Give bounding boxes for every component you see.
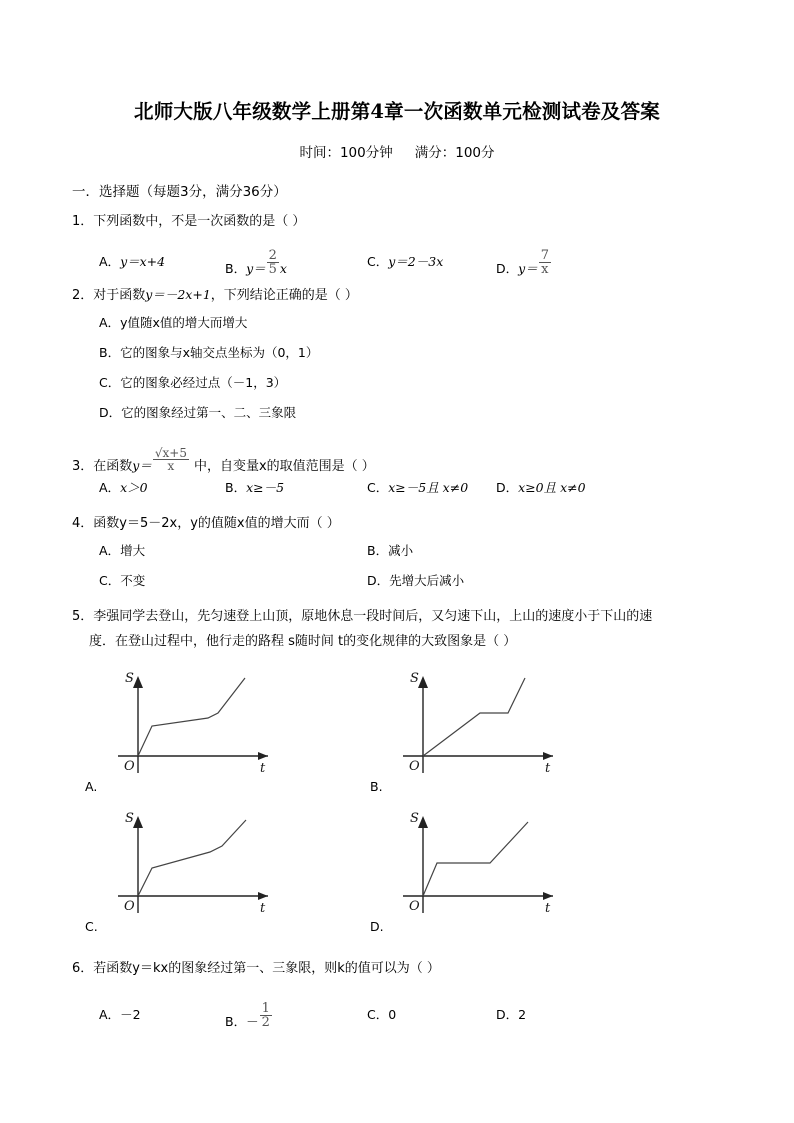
- question-6-option-c[interactable]: C．0: [367, 1007, 397, 1022]
- question-5-graph-d-label: D.: [370, 919, 384, 934]
- graph-b-origin-label: O: [409, 759, 420, 774]
- graph-a-y-axis-label: S: [125, 671, 134, 686]
- question-4-stem: 4．函数y＝5－2x，y的值随x值的增大而（ ）: [72, 516, 340, 531]
- question-4-option-a[interactable]: A．增大: [99, 543, 146, 558]
- graph-d-origin-label: O: [409, 899, 420, 914]
- question-2-option-d[interactable]: D．它的图象经过第一、二、三象限: [99, 405, 297, 420]
- graph-d-y-axis-label: S: [410, 811, 419, 826]
- page-title: 北师大版八年级数学上册第4章一次函数单元检测试卷及答案: [134, 100, 660, 123]
- graph-c-y-axis-label: S: [125, 811, 134, 826]
- question-5-graph-c-label: C.: [85, 919, 98, 934]
- question-6-stem: 6．若函数y＝kx的图象经过第一、三象限，则k的值可以为（ ）: [72, 961, 440, 976]
- question-5-graph-a-label: A.: [85, 779, 98, 794]
- question-6-number: 6．: [72, 961, 94, 976]
- question-2-option-c[interactable]: C．它的图象必经过点（－1，3）: [99, 375, 287, 390]
- question-4-option-d[interactable]: D．先增大后减小: [367, 573, 465, 588]
- question-5-graph-c[interactable]: [110, 808, 290, 918]
- question-1-stem: 1．下列函数中，不是一次函数的是（ ）: [72, 214, 306, 229]
- graph-c-x-axis-label: t: [260, 901, 266, 916]
- question-3-number: 3．: [72, 458, 94, 474]
- graph-b-y-axis-label: S: [410, 671, 419, 686]
- section-heading-choice: 一．选择题（每题3分，满分36分）: [72, 184, 287, 200]
- question-2-option-b[interactable]: B．它的图象与x轴交点坐标为（0，1）: [99, 345, 319, 360]
- question-1-option-b[interactable]: B．y＝ $\frac{2}{5}$ x: [225, 247, 287, 278]
- question-3-option-a[interactable]: A．x＞0: [99, 480, 148, 495]
- question-6-option-a[interactable]: A．－2: [99, 1007, 141, 1022]
- question-4-option-c[interactable]: C．不变: [99, 573, 146, 588]
- question-1-option-d[interactable]: D．y＝ $\frac{7}{x}$: [496, 247, 549, 278]
- question-1-option-a[interactable]: A．y＝x+4: [99, 254, 166, 269]
- graph-a-x-axis-label: t: [260, 761, 266, 776]
- fraction-1-over-2: $\frac{1}{2}$: [261, 1000, 270, 1031]
- question-1-option-c[interactable]: C．y＝2－3x: [367, 254, 444, 269]
- question-3-stem: 3．在函数y＝ $\frac{√x+5}{x}$ 中，自变量x的取值范围是（ ）: [72, 445, 375, 474]
- graph-b-x-axis-label: t: [545, 761, 551, 776]
- question-5-graph-a[interactable]: [110, 668, 290, 778]
- question-4-number: 4．: [72, 516, 94, 531]
- question-5-graph-b-label: B.: [370, 779, 383, 794]
- question-2-number: 2．: [72, 288, 94, 303]
- question-4-option-b[interactable]: B．减小: [367, 543, 414, 558]
- exam-meta: [0, 141, 794, 161]
- question-3-option-d[interactable]: D．x≥0且 x≠0: [496, 480, 586, 495]
- exam-total-score: 满分：100分: [414, 145, 495, 161]
- question-2-stem: 2．对于函数y＝－2x+1，下列结论正确的是（ ）: [72, 287, 358, 303]
- fraction-sqrt-x-plus-5-over-x: $\frac{√x+5}{x}$: [154, 445, 187, 474]
- question-5-graph-b[interactable]: [395, 668, 575, 778]
- graph-a-origin-label: O: [124, 759, 135, 774]
- graph-c-origin-label: O: [124, 899, 135, 914]
- exam-time: 时间：100分钟: [299, 145, 393, 161]
- question-3-option-c[interactable]: C．x≥－5且 x≠0: [367, 480, 469, 495]
- question-5-number: 5．: [72, 609, 94, 624]
- question-1-number: 1．: [72, 214, 94, 229]
- question-2-option-a[interactable]: A．y值随x值的增大而增大: [99, 315, 248, 330]
- question-6-option-b[interactable]: B．－ $\frac{1}{2}$: [225, 1000, 270, 1031]
- question-5-graph-d[interactable]: [395, 808, 575, 918]
- question-6-option-d[interactable]: D．2: [496, 1007, 527, 1022]
- question-5-stem: 5．李强同学去登山，先匀速登上山顶，原地休息一段时间后，又匀速下山，上山的速度小于下山的速 度．在登山过程中，他行走的路程 s随时间 t的变化规律的大致图象是（ ）: [72, 609, 653, 649]
- fraction-7-over-x: $\frac{7}{x}$: [540, 247, 549, 278]
- question-3-option-b[interactable]: B．x≥－5: [225, 480, 285, 495]
- fraction-2-over-5: $\frac{2}{5}$: [268, 247, 277, 278]
- graph-d-x-axis-label: t: [545, 901, 551, 916]
